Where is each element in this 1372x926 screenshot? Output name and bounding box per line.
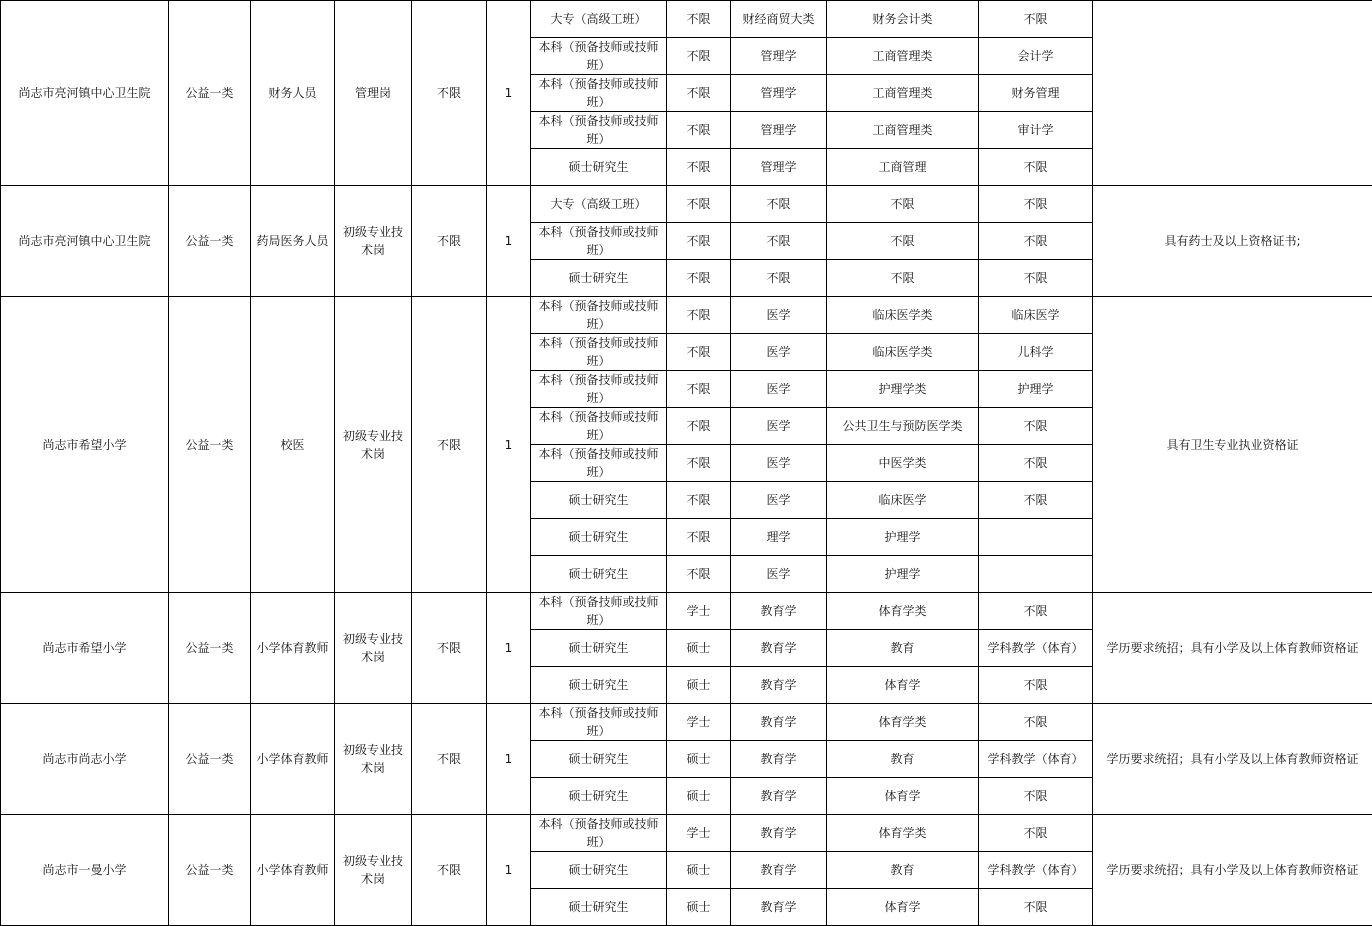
discipline-cell: 教育学 [731,741,827,778]
major-category-cell: 不限 [827,186,979,223]
unit-name-cell: 尚志市一曼小学 [1,815,169,926]
education-cell: 硕士研究生 [531,667,667,704]
remark-cell [1093,1,1372,186]
degree-cell: 不限 [667,1,731,38]
major-cell: 不限 [979,149,1093,186]
discipline-cell: 管理学 [731,38,827,75]
major-cell: 不限 [979,482,1093,519]
unit-name-cell: 尚志市尚志小学 [1,704,169,815]
discipline-cell: 医学 [731,408,827,445]
major-category-cell: 体育学类 [827,704,979,741]
major-cell: 不限 [979,704,1093,741]
education-cell: 硕士研究生 [531,260,667,297]
remark-cell: 具有药士及以上资格证书; [1093,186,1372,297]
table-row [1,186,1372,223]
unit-name-cell: 尚志市希望小学 [1,593,169,704]
major-cell [979,556,1093,593]
education-cell: 本科（预备技师或技师班） [531,593,667,630]
degree-cell: 学士 [667,593,731,630]
major-cell: 审计学 [979,112,1093,149]
major-cell: 不限 [979,445,1093,482]
position-name-cell: 财务人员 [251,1,335,186]
degree-cell: 不限 [667,112,731,149]
major-cell: 不限 [979,1,1093,38]
major-cell: 不限 [979,815,1093,852]
major-category-cell: 体育学 [827,667,979,704]
age-requirement-cell: 不限 [412,815,487,926]
major-category-cell: 护理学 [827,519,979,556]
major-cell: 护理学 [979,371,1093,408]
discipline-cell: 医学 [731,334,827,371]
education-cell: 本科（预备技师或技师班） [531,112,667,149]
discipline-cell: 教育学 [731,593,827,630]
age-requirement-cell: 不限 [412,704,487,815]
degree-cell: 不限 [667,482,731,519]
education-cell: 本科（预备技师或技师班） [531,75,667,112]
discipline-cell: 教育学 [731,815,827,852]
unit-category-cell: 公益一类 [169,297,251,593]
degree-cell: 不限 [667,408,731,445]
discipline-cell: 不限 [731,260,827,297]
hire-count-cell: 1 [487,593,531,704]
major-category-cell: 体育学 [827,778,979,815]
age-requirement-cell: 不限 [412,186,487,297]
major-cell [979,519,1093,556]
discipline-cell: 教育学 [731,889,827,926]
major-cell: 学科教学（体育） [979,741,1093,778]
major-cell: 不限 [979,889,1093,926]
degree-cell: 学士 [667,704,731,741]
table-body [1,1,1372,926]
education-cell: 本科（预备技师或技师班） [531,334,667,371]
education-cell: 硕士研究生 [531,556,667,593]
major-category-cell: 财务会计类 [827,1,979,38]
position-type-cell: 初级专业技术岗 [335,815,412,926]
position-type-cell: 初级专业技术岗 [335,593,412,704]
major-cell: 不限 [979,408,1093,445]
major-category-cell: 公共卫生与预防医学类 [827,408,979,445]
unit-name-cell: 尚志市亮河镇中心卫生院 [1,1,169,186]
major-category-cell: 工商管理 [827,149,979,186]
remark-cell: 学历要求统招；具有小学及以上体育教师资格证 [1093,815,1372,926]
discipline-cell: 管理学 [731,112,827,149]
position-name-cell: 校医 [251,297,335,593]
education-cell: 本科（预备技师或技师班） [531,38,667,75]
age-requirement-cell: 不限 [412,593,487,704]
discipline-cell: 管理学 [731,75,827,112]
discipline-cell: 财经商贸大类 [731,1,827,38]
education-cell: 硕士研究生 [531,852,667,889]
degree-cell: 不限 [667,260,731,297]
position-type-cell: 管理岗 [335,1,412,186]
position-type-cell: 初级专业技术岗 [335,297,412,593]
unit-name-cell: 尚志市亮河镇中心卫生院 [1,186,169,297]
education-cell: 本科（预备技师或技师班） [531,408,667,445]
major-category-cell: 体育学类 [827,593,979,630]
education-cell: 硕士研究生 [531,889,667,926]
position-type-cell: 初级专业技术岗 [335,186,412,297]
remark-cell: 具有卫生专业执业资格证 [1093,297,1372,593]
hire-count-cell: 1 [487,815,531,926]
remark-cell: 学历要求统招；具有小学及以上体育教师资格证 [1093,704,1372,815]
education-cell: 硕士研究生 [531,630,667,667]
degree-cell: 硕士 [667,630,731,667]
position-name-cell: 小学体育教师 [251,704,335,815]
discipline-cell: 医学 [731,371,827,408]
hire-count-cell: 1 [487,186,531,297]
hire-count-cell: 1 [487,297,531,593]
major-cell: 临床医学 [979,297,1093,334]
education-cell: 硕士研究生 [531,149,667,186]
education-cell: 硕士研究生 [531,519,667,556]
degree-cell: 硕士 [667,778,731,815]
major-category-cell: 体育学 [827,889,979,926]
discipline-cell: 医学 [731,445,827,482]
education-cell: 本科（预备技师或技师班） [531,445,667,482]
discipline-cell: 医学 [731,556,827,593]
major-category-cell: 不限 [827,223,979,260]
degree-cell: 硕士 [667,852,731,889]
major-cell: 不限 [979,186,1093,223]
major-category-cell: 临床医学 [827,482,979,519]
education-cell: 大专（高级工班） [531,186,667,223]
discipline-cell: 教育学 [731,704,827,741]
education-cell: 本科（预备技师或技师班） [531,815,667,852]
degree-cell: 不限 [667,519,731,556]
discipline-cell: 管理学 [731,149,827,186]
major-category-cell: 工商管理类 [827,75,979,112]
unit-category-cell: 公益一类 [169,704,251,815]
major-category-cell: 教育 [827,630,979,667]
discipline-cell: 医学 [731,482,827,519]
major-category-cell: 教育 [827,741,979,778]
major-cell: 会计学 [979,38,1093,75]
major-cell: 学科教学（体育） [979,630,1093,667]
degree-cell: 不限 [667,75,731,112]
degree-cell: 不限 [667,297,731,334]
position-name-cell: 小学体育教师 [251,593,335,704]
education-cell: 本科（预备技师或技师班） [531,223,667,260]
major-category-cell: 体育学类 [827,815,979,852]
unit-name-cell: 尚志市希望小学 [1,297,169,593]
table-row [1,593,1372,630]
age-requirement-cell: 不限 [412,1,487,186]
discipline-cell: 教育学 [731,778,827,815]
major-cell: 不限 [979,667,1093,704]
hire-count-cell: 1 [487,704,531,815]
degree-cell: 不限 [667,149,731,186]
degree-cell: 不限 [667,186,731,223]
degree-cell: 不限 [667,445,731,482]
major-cell: 儿科学 [979,334,1093,371]
discipline-cell: 教育学 [731,630,827,667]
degree-cell: 不限 [667,334,731,371]
position-name-cell: 药局医务人员 [251,186,335,297]
major-cell: 学科教学（体育） [979,852,1093,889]
degree-cell: 硕士 [667,667,731,704]
unit-category-cell: 公益一类 [169,186,251,297]
hire-count-cell: 1 [487,1,531,186]
major-category-cell: 护理学类 [827,371,979,408]
table-row [1,1,1372,38]
major-cell: 不限 [979,778,1093,815]
education-cell: 本科（预备技师或技师班） [531,704,667,741]
education-cell: 本科（预备技师或技师班） [531,371,667,408]
age-requirement-cell: 不限 [412,297,487,593]
degree-cell: 学士 [667,815,731,852]
discipline-cell: 医学 [731,297,827,334]
discipline-cell: 教育学 [731,667,827,704]
unit-category-cell: 公益一类 [169,593,251,704]
major-category-cell: 教育 [827,852,979,889]
education-cell: 硕士研究生 [531,778,667,815]
major-category-cell: 中医学类 [827,445,979,482]
education-cell: 硕士研究生 [531,482,667,519]
position-type-cell: 初级专业技术岗 [335,704,412,815]
unit-category-cell: 公益一类 [169,1,251,186]
degree-cell: 硕士 [667,741,731,778]
discipline-cell: 不限 [731,223,827,260]
major-category-cell: 工商管理类 [827,38,979,75]
unit-category-cell: 公益一类 [169,815,251,926]
major-cell: 不限 [979,223,1093,260]
discipline-cell: 教育学 [731,852,827,889]
major-category-cell: 工商管理类 [827,112,979,149]
discipline-cell: 不限 [731,186,827,223]
table-row [1,704,1372,741]
position-name-cell: 小学体育教师 [251,815,335,926]
education-cell: 大专（高级工班） [531,1,667,38]
degree-cell: 不限 [667,556,731,593]
degree-cell: 不限 [667,38,731,75]
major-cell: 不限 [979,593,1093,630]
major-category-cell: 不限 [827,260,979,297]
table-row [1,815,1372,852]
degree-cell: 不限 [667,223,731,260]
education-cell: 本科（预备技师或技师班） [531,297,667,334]
degree-cell: 不限 [667,371,731,408]
major-category-cell: 临床医学类 [827,334,979,371]
major-cell: 财务管理 [979,75,1093,112]
table-row [1,297,1372,334]
discipline-cell: 理学 [731,519,827,556]
major-category-cell: 临床医学类 [827,297,979,334]
major-category-cell: 护理学 [827,556,979,593]
education-cell: 硕士研究生 [531,741,667,778]
degree-cell: 硕士 [667,889,731,926]
remark-cell: 学历要求统招；具有小学及以上体育教师资格证 [1093,593,1372,704]
major-cell: 不限 [979,260,1093,297]
